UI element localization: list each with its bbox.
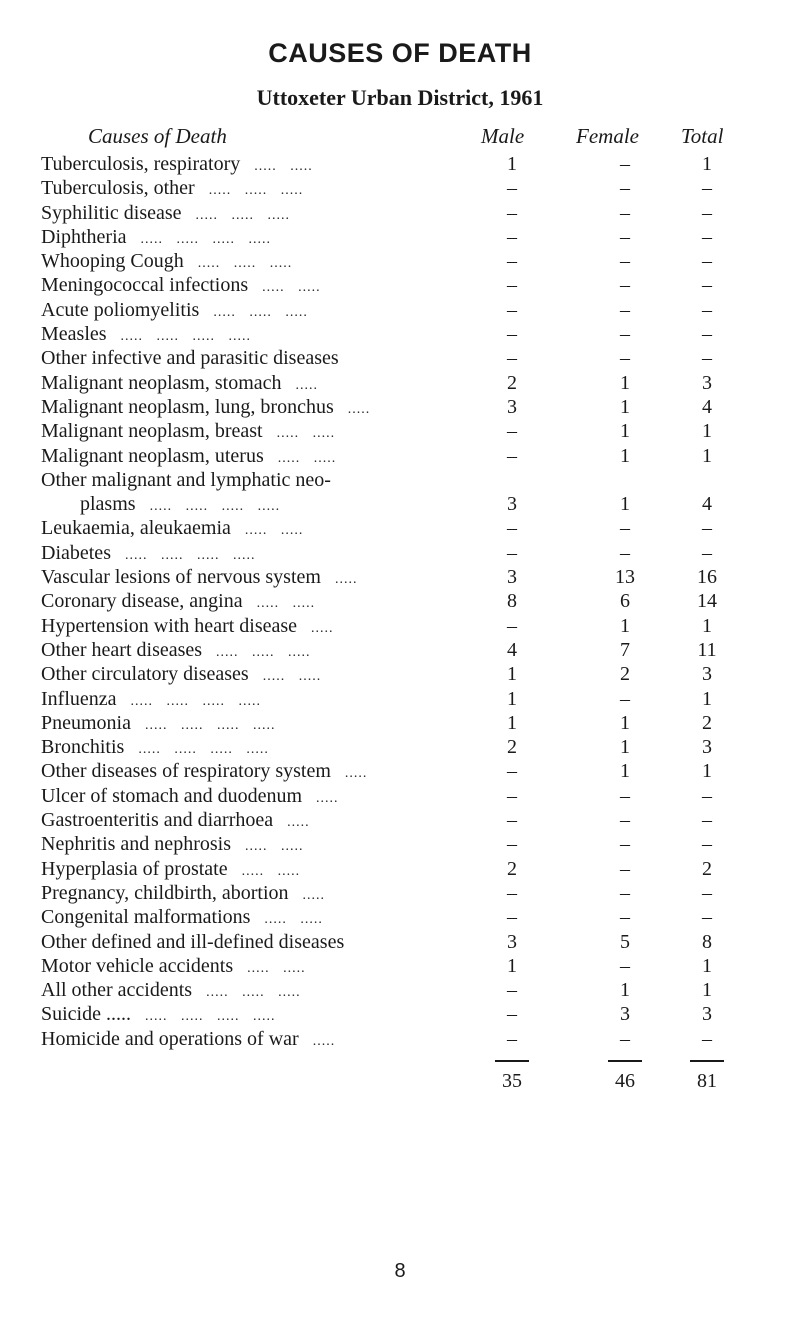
female-value: –: [620, 517, 630, 540]
male-value: –: [507, 541, 517, 564]
cause-text: Whooping Cough: [41, 250, 184, 273]
female-value: –: [620, 250, 630, 273]
total-value: –: [702, 1027, 712, 1050]
leader-dots: ..... ..... .....: [206, 985, 301, 1001]
cause-text: Acute poliomyelitis: [41, 298, 200, 321]
cause-text: Malignant neoplasm, uterus: [41, 444, 264, 467]
leader-dots: .....: [295, 377, 319, 393]
female-value: 1: [620, 420, 630, 443]
leader-dots: ..... .....: [241, 863, 301, 879]
male-value: –: [507, 784, 517, 807]
cause-label: [41, 516, 303, 543]
female-value: –: [620, 153, 630, 175]
cause-label: [80, 492, 280, 519]
leader-dots: ..... ..... .....: [213, 304, 308, 320]
leader-dots: .....: [311, 620, 334, 636]
cause-label: [41, 249, 292, 276]
leader-dots: ..... ..... ..... .....: [130, 693, 262, 709]
total-value: –: [702, 298, 712, 321]
male-value: –: [507, 760, 517, 783]
total-rules: [0, 1060, 800, 1064]
total-value: 2: [702, 857, 712, 880]
table-row: [0, 759, 800, 783]
female-value: 1: [620, 614, 630, 637]
cause-text: Nephritis and nephrosis: [41, 833, 231, 856]
male-value: 4: [507, 638, 517, 661]
table-row: [0, 638, 800, 662]
leader-dots: ..... .....: [254, 159, 313, 174]
female-value: 3: [620, 1003, 630, 1026]
male-value: 1: [507, 687, 517, 710]
total-value: 16: [697, 566, 717, 589]
total-value: 8: [702, 930, 712, 953]
leader-dots: ..... .....: [244, 839, 304, 855]
table-row: [0, 516, 800, 540]
male-value: –: [507, 250, 517, 273]
cause-text: Meningococcal infections: [41, 274, 249, 297]
female-value: –: [620, 274, 630, 297]
cause-label: [41, 298, 308, 325]
totals-row: [0, 1070, 800, 1098]
female-value: –: [620, 201, 630, 224]
cause-label: [41, 322, 251, 349]
cause-text: Pneumonia: [41, 711, 131, 734]
male-value: –: [507, 833, 517, 856]
cause-text: Ulcer of stomach and duodenum: [41, 784, 303, 807]
leader-dots: .....: [334, 572, 358, 588]
table-row: [0, 832, 800, 856]
cause-label: [41, 832, 303, 859]
table-row: [0, 225, 800, 249]
male-value: 3: [507, 395, 517, 418]
cause-text: Tuberculosis, other: [41, 177, 195, 200]
female-value: –: [620, 954, 630, 977]
cause-label: [41, 905, 323, 932]
cause-text: Malignant neoplasm, lung, bronchus: [41, 395, 334, 418]
male-value: –: [507, 298, 517, 321]
cause-label: [41, 784, 339, 811]
female-value: 1: [620, 736, 630, 759]
female-value: –: [620, 541, 630, 564]
male-value: –: [507, 881, 517, 904]
male-value: –: [507, 420, 517, 443]
leader-dots: ..... ..... .....: [197, 256, 293, 272]
female-value: –: [620, 833, 630, 856]
female-value: –: [620, 857, 630, 880]
total-value: –: [702, 347, 712, 370]
cause-text: Diabetes: [41, 541, 111, 564]
leader-dots: ..... .....: [262, 280, 321, 296]
female-value: –: [620, 225, 630, 248]
female-value: –: [620, 687, 630, 710]
total-value: 4: [702, 395, 712, 418]
cause-label: [41, 468, 345, 495]
male-total-rule: [495, 1060, 529, 1062]
female-value: –: [620, 881, 630, 904]
cause-text: Bronchitis: [41, 736, 125, 759]
table-row: [0, 808, 800, 832]
table-row: [0, 881, 800, 905]
cause-text: Congenital malformations: [41, 906, 251, 929]
total-value: 1: [702, 614, 712, 637]
leader-dots: .....: [347, 401, 371, 417]
cause-text: Malignant neoplasm, breast: [41, 420, 263, 443]
total-value: –: [702, 274, 712, 297]
table-row: [0, 978, 800, 1002]
total-value: 2: [702, 711, 712, 734]
table-row: [0, 930, 800, 954]
cause-text: Hyperplasia of prostate: [41, 857, 228, 880]
total-value: 3: [702, 371, 712, 394]
table-row: [0, 322, 800, 346]
total-value: –: [702, 323, 712, 346]
female-value: 1: [620, 371, 630, 394]
female-value: –: [620, 177, 630, 200]
table-row: [0, 273, 800, 297]
cause-label: [41, 662, 321, 689]
cause-text: Coronary disease, angina: [41, 590, 243, 613]
cause-label: [41, 1002, 276, 1029]
column-header-total: Total: [681, 124, 724, 148]
cause-label: [41, 687, 261, 714]
total-value: –: [702, 201, 712, 224]
male-value: 1: [507, 663, 517, 686]
male-value: –: [507, 274, 517, 297]
female-value: 1: [620, 395, 630, 418]
cause-label: [41, 395, 370, 422]
cause-text: Other diseases of respiratory system: [41, 760, 331, 783]
cause-text: Motor vehicle accidents: [41, 954, 234, 977]
cause-text: Pregnancy, childbirth, abortion: [41, 881, 289, 904]
cause-text: Measles: [41, 323, 107, 346]
leader-dots: ..... ..... ..... .....: [145, 717, 276, 733]
cause-text: Suicide .....: [41, 1003, 131, 1026]
total-value: 3: [702, 663, 712, 686]
total-value: 1: [702, 420, 712, 443]
cause-label: [41, 371, 318, 398]
leader-dots: ..... .....: [244, 523, 304, 539]
leader-dots: ..... ..... ..... .....: [124, 547, 256, 563]
cause-text: Other circulatory diseases: [41, 663, 249, 686]
male-value: –: [507, 906, 517, 929]
total-value: –: [702, 225, 712, 248]
total-value: –: [702, 881, 712, 904]
table-row: [0, 687, 800, 711]
leader-dots: ..... .....: [256, 596, 316, 612]
female-value: 1: [620, 711, 630, 734]
female-total: 46: [615, 1070, 635, 1092]
page-number: 8: [394, 1260, 406, 1282]
male-value: 2: [507, 371, 517, 394]
male-value: –: [507, 201, 517, 224]
female-value: –: [620, 323, 630, 346]
cause-text: All other accidents: [41, 979, 193, 1002]
cause-text: Other infective and parasitic diseases: [41, 347, 339, 370]
male-value: 8: [507, 590, 517, 613]
cause-text: Influenza: [41, 687, 117, 710]
table-row: [0, 541, 800, 565]
cause-label: [41, 152, 313, 179]
female-value: –: [620, 809, 630, 832]
table-row: [0, 395, 800, 419]
table-row: [0, 614, 800, 638]
total-total-rule: [690, 1060, 724, 1062]
leader-dots: .....: [344, 766, 368, 782]
cause-text: Other heart diseases: [41, 638, 203, 661]
male-value: 1: [507, 711, 517, 734]
male-value: –: [507, 225, 517, 248]
female-value: 7: [620, 638, 630, 661]
male-value: –: [507, 809, 517, 832]
total-value: –: [702, 541, 712, 564]
cause-label: [41, 711, 276, 738]
leader-dots: ..... .....: [264, 912, 323, 928]
table-row: [0, 784, 800, 808]
total-value: 1: [702, 954, 712, 977]
leader-dots: ..... .....: [276, 426, 336, 442]
male-value: 3: [507, 566, 517, 589]
leader-dots: ..... .....: [247, 960, 306, 976]
cause-label: [41, 444, 336, 471]
leader-dots: ..... ..... ..... .....: [140, 231, 272, 247]
cause-text: Malignant neoplasm, stomach: [41, 371, 282, 394]
female-value: –: [620, 784, 630, 807]
cause-label: [41, 638, 311, 665]
total-value: 1: [702, 444, 712, 467]
cause-label: [41, 954, 306, 981]
total-value: –: [702, 809, 712, 832]
female-value: 5: [620, 930, 630, 953]
table-row: [0, 444, 800, 468]
cause-label: [41, 589, 315, 616]
cause-label: [41, 419, 335, 446]
table-row: [0, 954, 800, 978]
male-value: 2: [507, 857, 517, 880]
cause-label: [41, 201, 290, 228]
total-value: –: [702, 177, 712, 200]
leader-dots: ..... ..... .....: [208, 183, 304, 199]
cause-text: Tuberculosis, respiratory: [41, 153, 241, 175]
table-row: [0, 565, 800, 589]
cause-label: [41, 565, 357, 592]
cause-label: [41, 857, 300, 884]
cause-text: Homicide and operations of war: [41, 1027, 299, 1050]
female-value: 1: [620, 444, 630, 467]
leader-dots: ..... ..... ..... .....: [138, 742, 269, 758]
male-value: –: [507, 444, 517, 467]
table-row: [0, 1027, 800, 1051]
cause-label: [41, 759, 367, 786]
male-value: –: [507, 347, 517, 370]
total-value: 3: [702, 1003, 712, 1026]
male-value: –: [507, 177, 517, 200]
table-row: [0, 468, 800, 492]
female-value: 6: [620, 590, 630, 613]
table-row: [0, 589, 800, 613]
table-row: [0, 1002, 800, 1026]
total-value: 1: [702, 760, 712, 783]
table-row: [0, 371, 800, 395]
leader-dots: ..... ..... .....: [195, 207, 291, 223]
leader-dots: ..... ..... .....: [216, 644, 311, 660]
grand-total: 81: [697, 1070, 717, 1092]
table-row: [0, 176, 800, 200]
leader-dots: ..... ..... ..... .....: [120, 329, 252, 345]
table-row: [0, 857, 800, 881]
cause-text: Vascular lesions of nervous system: [41, 566, 321, 589]
male-value: –: [507, 1003, 517, 1026]
total-value: 14: [697, 590, 717, 613]
total-value: –: [702, 517, 712, 540]
cause-label: [41, 735, 269, 762]
column-header-cause: Causes of Death: [88, 124, 227, 148]
cause-label: [41, 225, 271, 252]
total-value: –: [702, 906, 712, 929]
leader-dots: .....: [312, 1033, 336, 1049]
male-value: 1: [507, 153, 517, 175]
cause-label: [41, 273, 321, 300]
male-value: –: [507, 614, 517, 637]
table-row: [0, 662, 800, 686]
leader-dots: ..... ..... ..... .....: [145, 1009, 276, 1025]
cause-label: [41, 614, 334, 641]
leader-dots: ..... .....: [262, 669, 322, 685]
table-row: [0, 152, 800, 176]
cause-label: [41, 978, 301, 1005]
page-title: CAUSES OF DEATH: [268, 38, 532, 68]
leader-dots: .....: [302, 887, 326, 903]
female-value: 1: [620, 760, 630, 783]
total-value: 11: [697, 638, 717, 661]
table-row: [0, 905, 800, 929]
cause-text: Other malignant and lymphatic neo-: [41, 468, 331, 491]
cause-label: [41, 1027, 335, 1054]
male-value: –: [507, 323, 517, 346]
total-value: 1: [702, 153, 712, 175]
female-value: –: [620, 347, 630, 370]
cause-text: Other defined and ill-defined diseases: [41, 930, 345, 953]
total-value: –: [702, 833, 712, 856]
male-value: 3: [507, 930, 517, 953]
table-row: [0, 249, 800, 273]
table-row: [0, 735, 800, 759]
leader-dots: .....: [287, 815, 310, 831]
male-total: 35: [502, 1070, 522, 1092]
column-header-male: Male: [481, 124, 525, 148]
male-value: 2: [507, 736, 517, 759]
cause-label: [41, 346, 353, 373]
total-value: –: [702, 784, 712, 807]
male-value: –: [507, 1027, 517, 1050]
total-value: 1: [702, 979, 712, 1002]
leader-dots: ..... ..... ..... .....: [149, 499, 281, 515]
cause-text: Gastroenteritis and diarrhoea: [41, 809, 274, 832]
cause-text: Hypertension with heart disease: [41, 614, 298, 637]
female-value: –: [620, 298, 630, 321]
column-header-female: Female: [576, 124, 639, 148]
total-value: –: [702, 250, 712, 273]
cause-table: [0, 152, 800, 1051]
total-value: 3: [702, 736, 712, 759]
cause-text: Leukaemia, aleukaemia: [41, 517, 231, 540]
leader-dots: .....: [316, 790, 339, 806]
table-row: [0, 711, 800, 735]
female-value: –: [620, 1027, 630, 1050]
total-value: 4: [702, 493, 712, 516]
table-row: [0, 298, 800, 322]
cause-text: Diphtheria: [41, 225, 127, 248]
female-value: 2: [620, 663, 630, 686]
female-value: 13: [615, 566, 635, 589]
female-value: 1: [620, 493, 630, 516]
cause-label: [41, 541, 255, 568]
leader-dots: ..... .....: [277, 450, 337, 466]
total-value: 1: [702, 687, 712, 710]
female-value: –: [620, 906, 630, 929]
table-row: [0, 201, 800, 225]
cause-label: [41, 881, 325, 908]
male-value: –: [507, 517, 517, 540]
male-value: 3: [507, 493, 517, 516]
cause-text: Syphilitic disease: [41, 201, 182, 224]
cause-label: [41, 808, 310, 835]
table-row: [0, 346, 800, 370]
cause-label: [41, 176, 303, 203]
table-row: [0, 492, 800, 516]
cause-text: plasms: [80, 493, 136, 516]
female-total-rule: [608, 1060, 642, 1062]
male-value: 1: [507, 954, 517, 977]
cause-label: [41, 930, 358, 957]
page-subtitle: Uttoxeter Urban District, 1961: [256, 85, 544, 110]
male-value: –: [507, 979, 517, 1002]
female-value: 1: [620, 979, 630, 1002]
table-row: [0, 419, 800, 443]
